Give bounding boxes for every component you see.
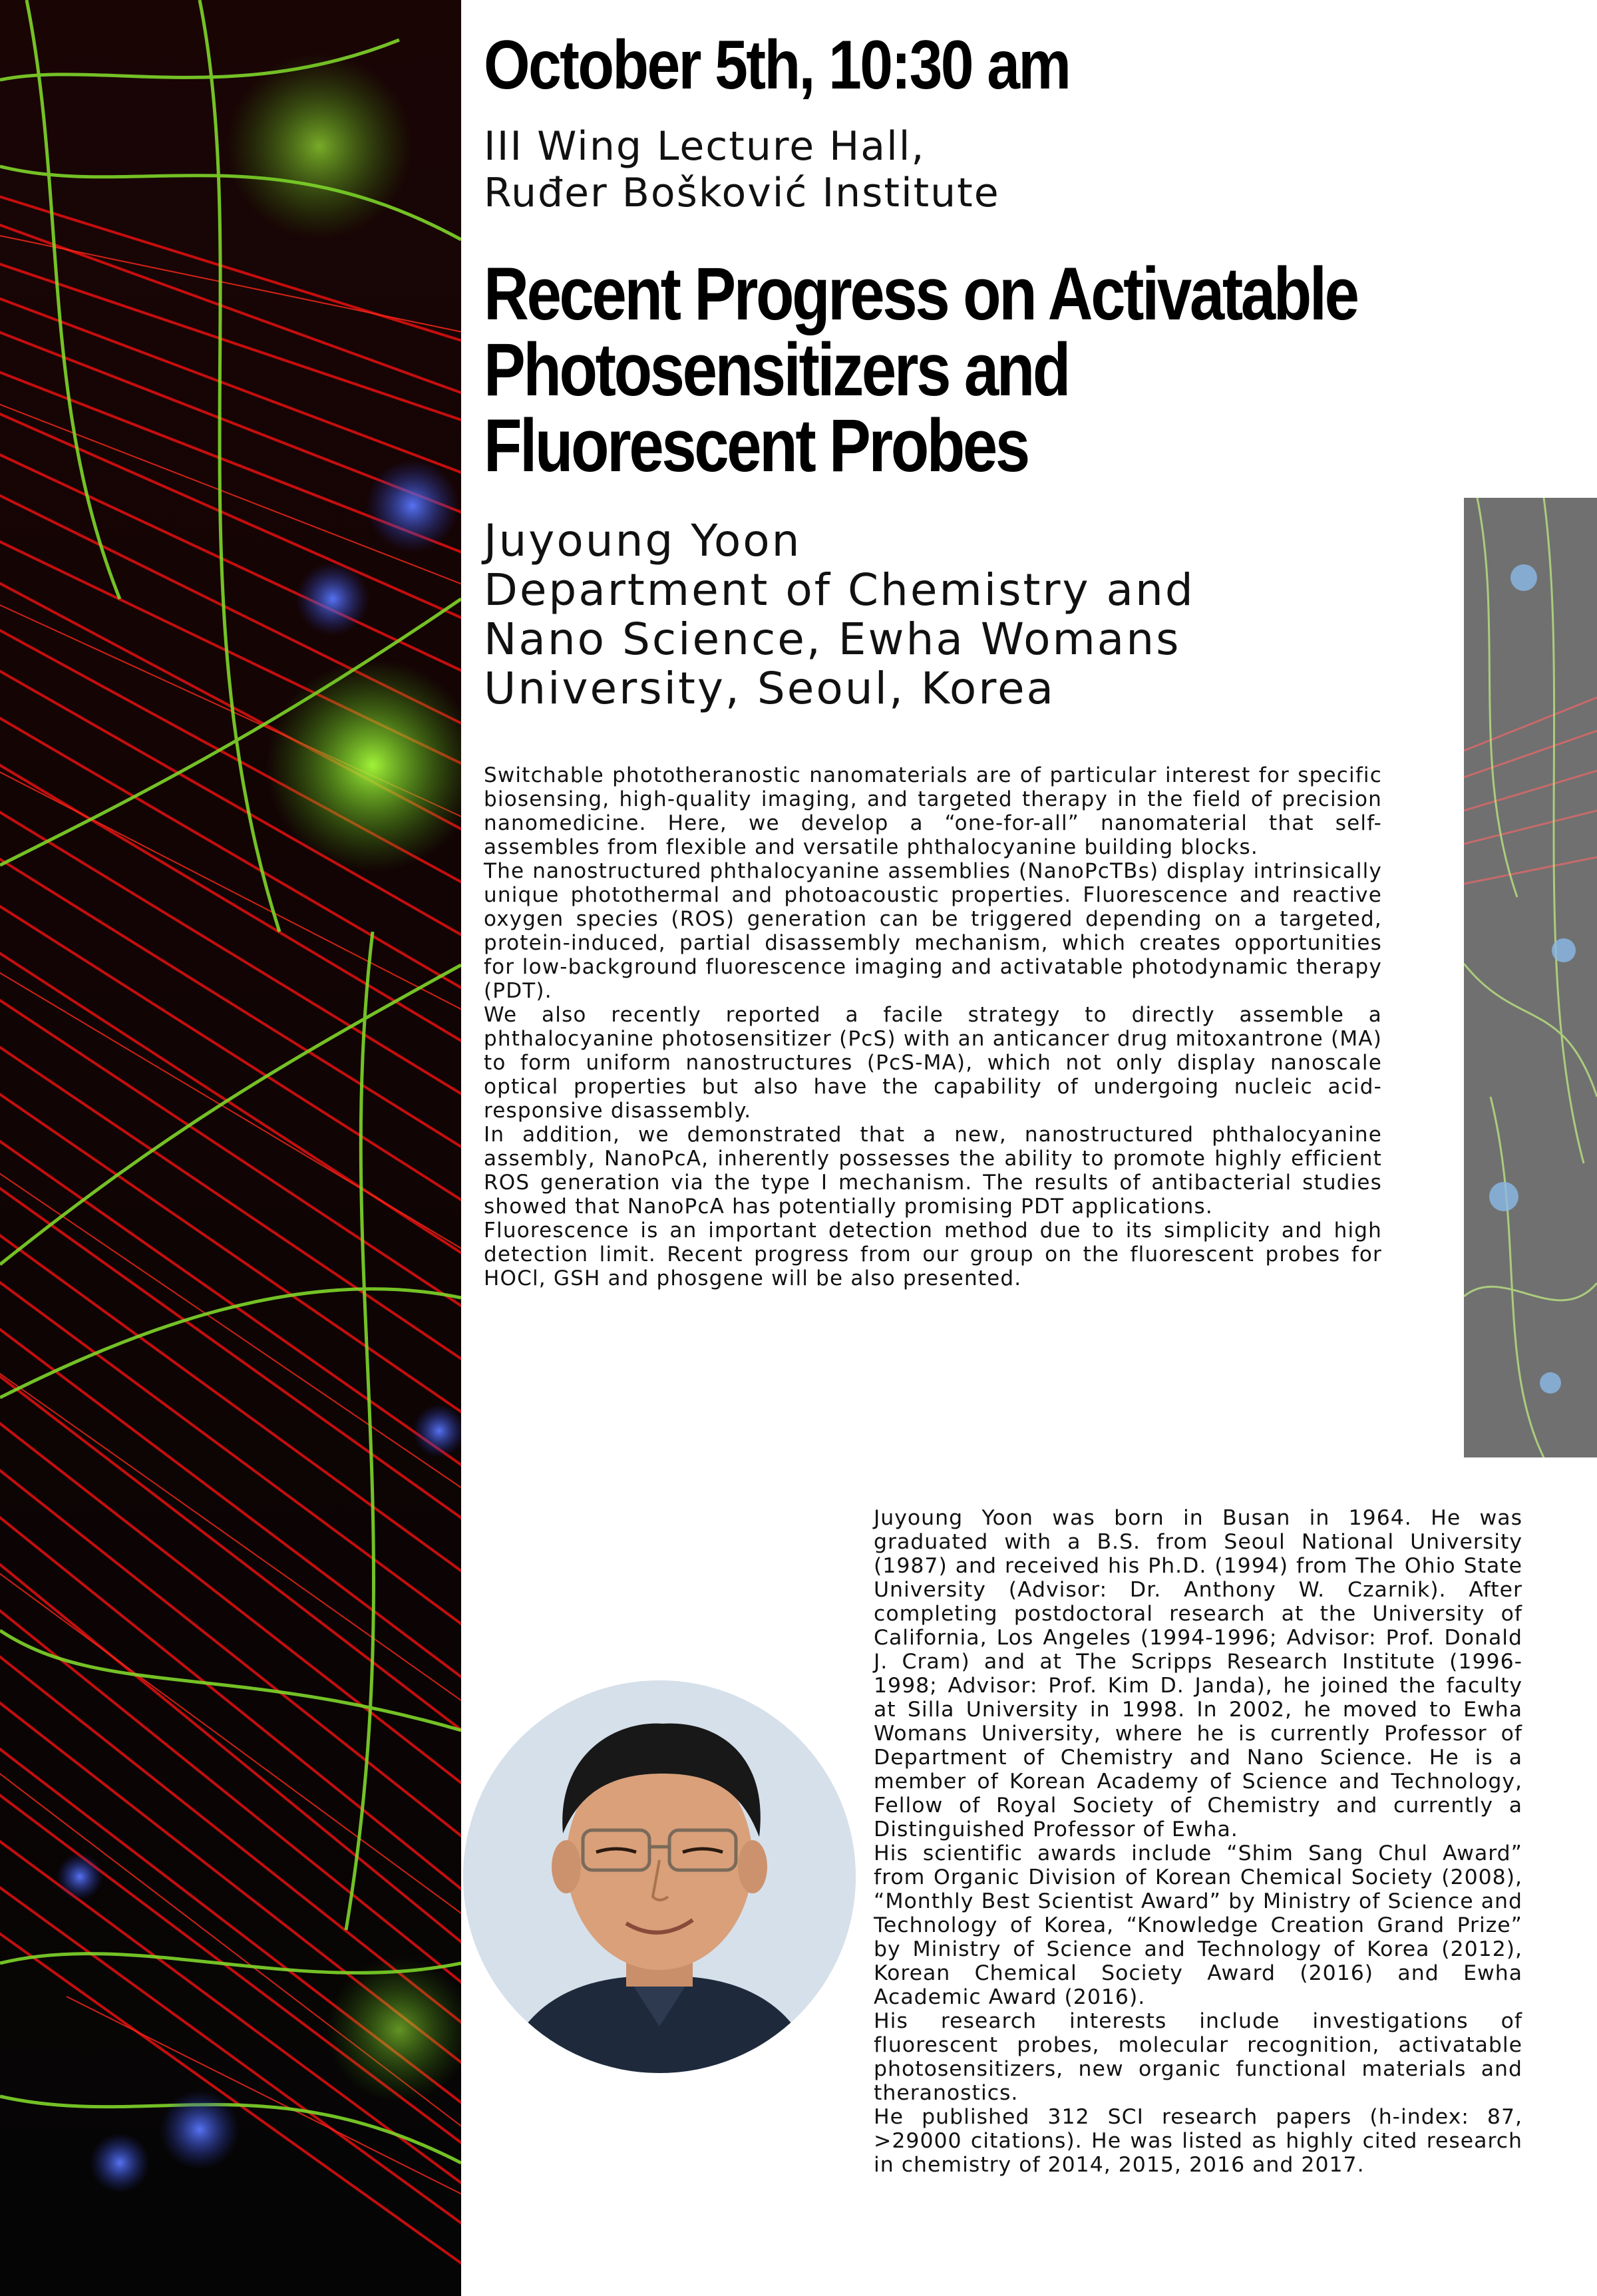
abstract-paragraph: We also recently reported a facile strategy to directly assemble a phthalocyanine photosensitizer (PcS) with an anticancer drug mitoxantrone (MA) to form uniform nanostructures (PcS-MA), which not only display nanoscale optical properties but also have the capability of undergoing nucleic acid-responsive disassembly. (484, 1003, 1382, 1123)
abstract-paragraph: Fluorescence is an important detection method due to its simplicity and high detection limit. Recent progress from our group on the fluorescent probes for HOCl, GSH and phosgene will be also presented. (484, 1219, 1382, 1290)
speaker-affiliation-line-1: Department of Chemistry and (484, 564, 1195, 616)
speaker-portrait-icon (463, 1680, 856, 2073)
talk-title-line-3: Fluorescent Probes (484, 404, 1028, 487)
speaker-info (484, 516, 1195, 713)
abstract-paragraph: In addition, we demonstrated that a new, nanostructured phthalocyanine assembly, NanoPcA, inherently possesses the ability to promote highly efficient ROS generation via the type I mechanism. The results of antibacterial studies showed that NanoPcA has potentially promising PDT applications. (484, 1123, 1382, 1219)
speaker-portrait (463, 1680, 856, 2073)
speaker-affiliation-line-3: University, Seoul, Korea (484, 663, 1056, 714)
talk-title-line-1: Recent Progress on Activatable (484, 252, 1357, 335)
talk-title-line-2: Photosensitizers and (484, 328, 1069, 411)
speaker-name: Juyoung Yoon (484, 515, 802, 566)
abstract-paragraph: Switchable phototheranostic nanomaterials are of particular interest for specific biosensing, high-quality imaging, and targeted therapy in the field of precision nanomedicine. Here, we develop a “one-for-all” nanomaterial that self-assembles from flexible and versatile phthalocyanine building blocks. (484, 763, 1382, 859)
venue-line-1: III Wing Lecture Hall, (484, 123, 926, 170)
bio-paragraph: He published 312 SCI research papers (h-index: 87, >29000 citations). He was listed as highly cited research in chemistry of 2014, 2015, 2016 and 2017. (874, 2105, 1522, 2177)
bio-paragraph: Juyoung Yoon was born in Busan in 1964. He was graduated with a B.S. from Seoul National University (1987) and received his Ph.D. (1994) from The Ohio State University (Advisor: Dr. Anthony W. Czarnik). After completing postdoctoral research at the University of California, Los Angeles (1994-1996; Advisor: Prof. Donald J. Cram) and at The Scripps Research Institute (1996-1998; Advisor: Prof. Kim D. Janda), he joined the faculty at Silla University in 1998. In 2002, he moved to Ewha Womans University, where he is currently Professor of Department of Chemistry and Nano Science. He is a member of Korean Academy of Science and Technology, Fellow of Royal Society of Chemistry and currently a Distinguished Professor of Ewha. (874, 1506, 1522, 1841)
talk-title (484, 252, 1357, 487)
cell-microscopy-icon (0, 0, 461, 2296)
bio-paragraph: His research interests include investigations of fluorescent probes, molecular recognition, activatable photosensitizers, new organic functional materials and theranostics. (874, 2009, 1522, 2105)
left-microscopy-image (0, 0, 461, 2296)
event-venue (484, 123, 1000, 216)
speaker-affiliation-line-2: Nano Science, Ewha Womans (484, 614, 1181, 665)
neuron-microscopy-icon (1464, 498, 1597, 1457)
event-date-time: October 5th, 10:30 am (484, 27, 1070, 104)
bio-paragraph: His scientific awards include “Shim Sang Chul Award” from Organic Division of Korean Chemical Society (2008), “Monthly Best Scientist Award” by Ministry of Science and Technology of Korea, “Knowledge Creation Grand Prize” by Ministry of Science and Technology of Korea (2012), Korean Chemical Society Award (2016) and Ewha Academic Award (2016). (874, 1841, 1522, 2009)
abstract-text (484, 763, 1382, 1290)
speaker-bio (874, 1506, 1522, 2177)
right-microscopy-image (1464, 498, 1597, 1457)
abstract-paragraph: The nanostructured phthalocyanine assemblies (NanoPcTBs) display intrinsically unique photothermal and photoacoustic properties. Fluorescence and reactive oxygen species (ROS) generation can be triggered depending on a targeted, protein-induced, partial disassembly mechanism, which creates opportunities for low-background fluorescence imaging and activatable photodynamic therapy (PDT). (484, 859, 1382, 1003)
venue-line-2: Ruđer Bošković Institute (484, 170, 1000, 216)
